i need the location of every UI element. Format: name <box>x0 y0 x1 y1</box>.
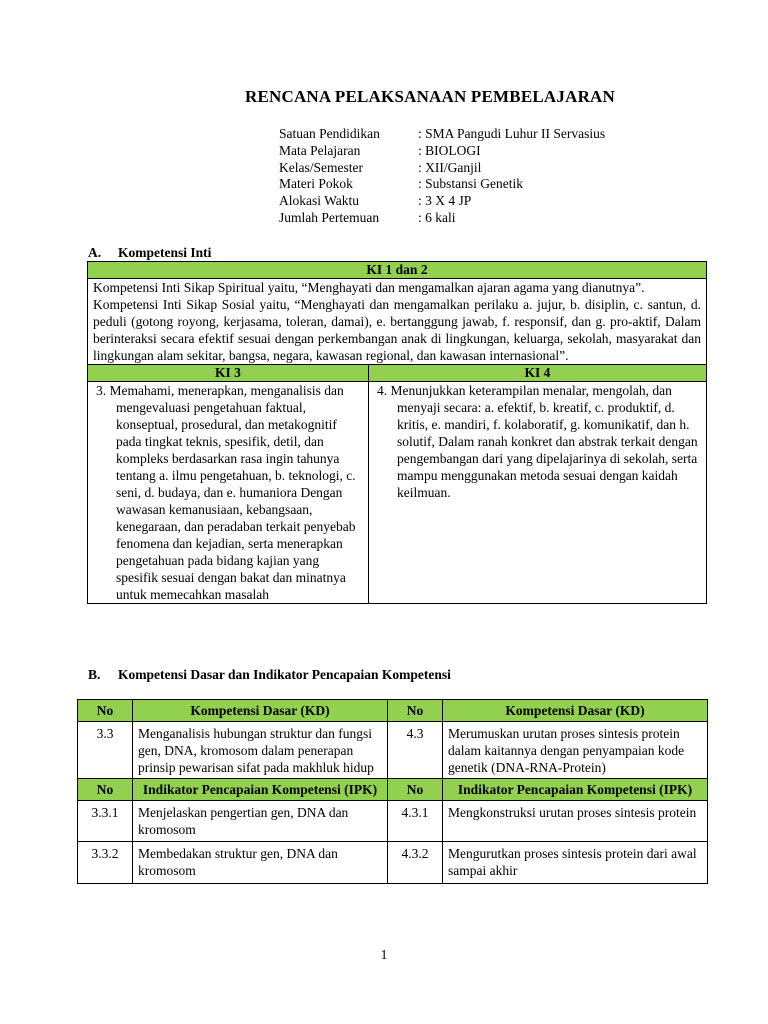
ki-spiritual-text: Kompetensi Inti Sikap Spiritual yaitu, “Menghayati dan mengamalkan ajaran agama yang dianutnya”. <box>93 280 645 295</box>
kd-number: 4.3 <box>388 722 443 779</box>
ipk-row <box>78 842 708 884</box>
info-value: : Substansi Genetik <box>418 176 523 192</box>
section-letter: B. <box>88 667 101 682</box>
ipk-header: Indikator Pencapaian Kompetensi (IPK) <box>133 779 388 801</box>
info-value: : 3 X 4 JP <box>418 193 472 209</box>
kd-ipk-table <box>77 699 708 884</box>
no-header: No <box>388 700 443 722</box>
ipk-number: 4.3.1 <box>388 801 443 842</box>
info-row <box>279 210 605 227</box>
section-title: Kompetensi Inti <box>118 245 212 260</box>
ipk-number: 4.3.2 <box>388 842 443 884</box>
page-number: 1 <box>380 947 388 962</box>
info-row <box>279 160 605 177</box>
info-row <box>279 126 605 143</box>
ipk-text: Menjelaskan pengertian gen, DNA dan kromosom <box>133 801 388 842</box>
kd-header: Kompetensi Dasar (KD) <box>443 700 708 722</box>
info-value: : XII/Ganjil <box>418 159 482 175</box>
ki4-header: KI 4 <box>369 365 707 382</box>
identity-block <box>279 126 605 227</box>
ipk-header: Indikator Pencapaian Kompetensi (IPK) <box>443 779 708 801</box>
ipk-number: 3.3.2 <box>78 842 133 884</box>
kd-number: 3.3 <box>78 722 133 779</box>
ipk-number: 3.3.1 <box>78 801 133 842</box>
info-row <box>279 193 605 210</box>
info-row <box>279 143 605 160</box>
info-label: Kelas/Semester <box>279 159 363 175</box>
ipk-row <box>78 801 708 842</box>
ipk-text: Membedakan struktur gen, DNA dan kromosom <box>133 842 388 884</box>
kd-text: Menganalisis hubungan struktur dan fungsi gen, DNA, kromosom dalam penerapan prinsip pewarisan sifat pada makhluk hidup <box>133 722 388 779</box>
ki12-cell <box>88 279 707 365</box>
section-title: Kompetensi Dasar dan Indikator Pencapaian Kompetensi <box>118 667 451 682</box>
info-value: : SMA Pangudi Luhur II Servasius <box>418 126 606 141</box>
no-header: No <box>78 779 133 801</box>
info-value: : BIOLOGI <box>418 142 481 158</box>
ki-sosial-text: Kompetensi Inti Sikap Sosial yaitu, “Menghayati dan mengamalkan perilaku a. jujur, b. disiplin, c. santun, d. peduli (gotong royong, kerjasama, toleran, damai), e. bertanggung jawab, f. responsif, dan g. pro-aktif, Dalam berinteraksi secara efektif sesuai dengan perkembangan anak di lingkungan, keluarga, sekolah, masyarakat dan lingkungan alam sekitar, bangsa, negara, kawasan regional, dan kawasan internasional”. <box>93 297 701 363</box>
document-title: RENCANA PELAKSANAAN PEMBELAJARAN <box>244 87 616 106</box>
info-label: Alokasi Waktu <box>279 193 360 209</box>
kd-header: Kompetensi Dasar (KD) <box>133 700 388 722</box>
ki4-text: 4. Menunjukkan keterampilan menalar, mengolah, dan menyaji secara: a. efektif, b. kreatif, c. produktif, d. kritis, e. mandiri, f. kolaboratif, g. komunikatif, dan h. solutif, Dalam ranah konkret dan abstrak terkait dengan pengembangan dari yang dipelajarinya di sekolah, serta mampu menggunakan metoda sesuai dengan kaidah keilmuan. <box>377 383 698 500</box>
info-label: Mata Pelajaran <box>279 142 361 158</box>
ki3-cell <box>88 382 369 604</box>
ki3-text: 3. Memahami, menerapkan, menganalisis dan mengevaluasi pengetahuan faktual, konseptual, prosedural, dan metakognitif pada tingkat teknis, spesifik, detil, dan kompleks berdasarkan rasa ingin tahunya tentang a. ilmu pengetahuan, b. teknologi, c. seni, d. budaya, dan e. humaniora Dengan wawasan kemanusiaan, kebangsaan, kenegaraan, dan peradaban terkait penyebab fenomena dan kejadian, serta menerapkan pengetahuan pada bidang kajian yang spesifik sesuai dengan bakat dan minatnya untuk memecahkan masalah <box>96 383 356 602</box>
section-letter: A. <box>88 245 102 260</box>
section-a-heading <box>88 245 211 261</box>
info-label: Materi Pokok <box>279 176 353 192</box>
ipk-text: Mengurutkan proses sintesis protein dari awal sampai akhir <box>443 842 708 884</box>
info-row <box>279 176 605 193</box>
section-b-heading <box>88 667 451 683</box>
info-label: Satuan Pendidikan <box>279 126 380 141</box>
ki4-cell <box>369 382 707 604</box>
kd-text: Merumuskan urutan proses sintesis protein dalam kaitannya dengan penyampaian kode genetik (DNA-RNA-Protein) <box>443 722 708 779</box>
ki3-header: KI 3 <box>88 365 369 382</box>
no-header: No <box>388 779 443 801</box>
ki12-header: KI 1 dan 2 <box>88 262 707 279</box>
kd-row <box>78 722 708 779</box>
no-header: No <box>78 700 133 722</box>
kompetensi-inti-table <box>87 261 707 604</box>
info-value: : 6 kali <box>418 209 456 225</box>
ipk-text: Mengkonstruksi urutan proses sintesis protein <box>443 801 708 842</box>
info-label: Jumlah Pertemuan <box>279 209 380 225</box>
